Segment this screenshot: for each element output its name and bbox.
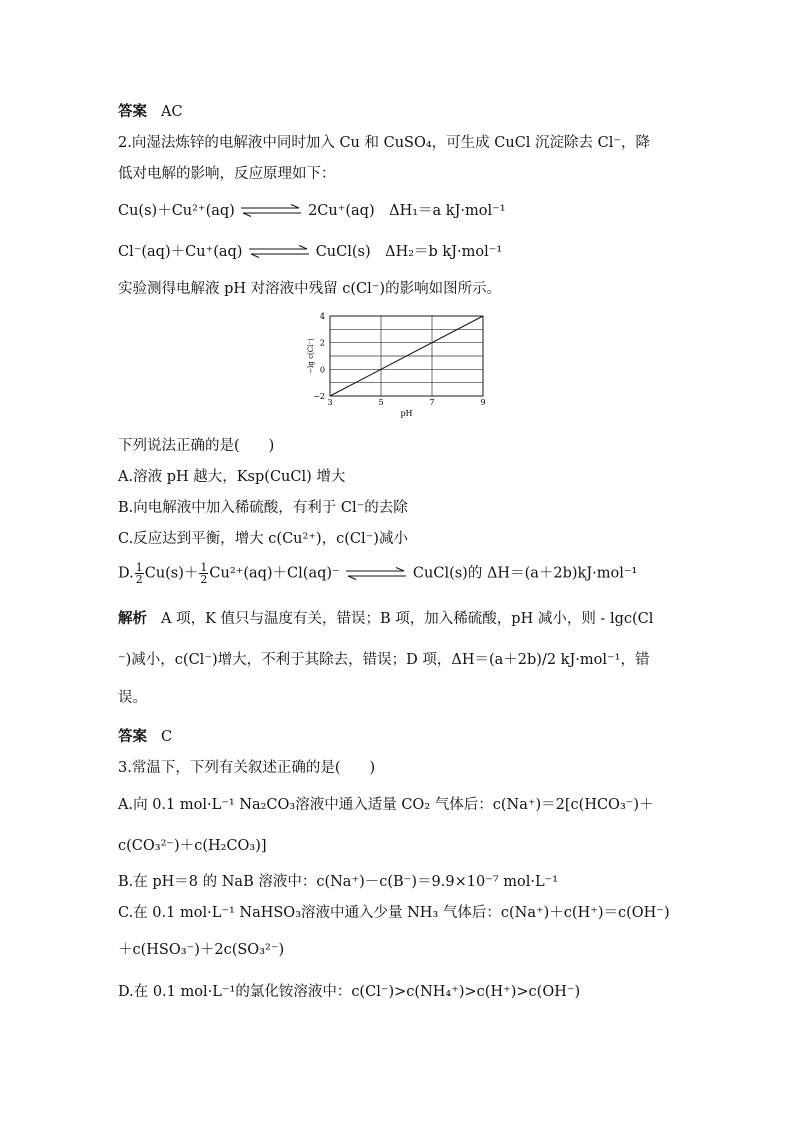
opt-d-part1: Cu(s)＋ (144, 565, 199, 582)
fraction-2: $\frac{1}{2}$ (200, 561, 208, 586)
equilibrium-arrow-icon (344, 567, 408, 581)
answer-value: AC (161, 104, 183, 120)
q3-option-b: B.在 pH＝8 的 NaB 溶液中：c(Na⁺)－c(B⁻)＝9.9×10⁻⁷ mol·L⁻¹ (118, 874, 559, 890)
q3-option-c-line1: C.在 0.1 mol·L⁻¹ NaHSO₃溶液中通入少量 NH₃ 气体后：c(Na⁺)＋c(H⁺)＝c(OH⁻) (118, 905, 670, 921)
opt-d-part3: CuCl(s)的 ΔH＝(a＋2b)kJ·mol⁻¹ (412, 565, 638, 582)
eq1-left: Cu(s)＋Cu²⁺(aq) (118, 203, 235, 219)
eq2-right: CuCl(s) ΔH₂＝b kJ·mol⁻¹ (315, 244, 503, 260)
analysis-line1 (118, 609, 653, 629)
q2-equation-1 (118, 201, 506, 221)
answer-row-2 (118, 727, 172, 747)
ph-chart (300, 306, 500, 418)
q2-stem-line2: 低对电解的影响，反应原理如下： (118, 166, 336, 182)
y-tick-label: −2 (313, 392, 325, 401)
opt-d-part2: Cu²⁺(aq)＋Cl(aq)⁻ (209, 565, 340, 582)
q2-option-a: A.溶液 pH 越大，Ksp(CuCl) 增大 (118, 469, 346, 485)
equilibrium-arrow-icon (239, 204, 303, 218)
y-tick-label: 4 (319, 312, 325, 321)
q2-option-b: B.向电解液中加入稀硫酸，有利于 Cl⁻的去除 (118, 500, 408, 516)
q2-option-c: C.反应达到平衡，增大 c(Cu²⁺)，c(Cl⁻)减小 (118, 531, 408, 547)
q2-question: 下列说法正确的是( ) (118, 438, 275, 454)
answer-row-1 (118, 102, 183, 122)
opt-d-prefix: D. (118, 565, 134, 582)
x-tick-label: 5 (378, 398, 384, 407)
answer-label: 答案 (118, 729, 147, 745)
analysis-line3: 误。 (118, 690, 147, 706)
q2-equation-2 (118, 242, 502, 262)
q3-option-c-line2: ＋c(HSO₃⁻)＋2c(SO₃²⁻) (118, 942, 285, 958)
equilibrium-arrow-icon (247, 245, 311, 259)
q3-option-a-line1: A.向 0.1 mol·L⁻¹ Na₂CO₃溶液中通入适量 CO₂ 气体后：c(Na⁺)＝2[c(HCO₃⁻)＋ (118, 797, 654, 813)
analysis-text-1: A 项，K 值只与温度有关，错误；B 项，加入稀硫酸，pH 减小，则 - lgc(Cl (161, 611, 654, 627)
analysis-label: 解析 (118, 611, 147, 627)
x-tick-label: 9 (480, 398, 486, 407)
analysis-line2: ⁻)减小，c(Cl⁻)增大，不利于其除去，错误；D 项，ΔH＝(a＋2b)/2 kJ·mol⁻¹，错 (118, 652, 650, 668)
x-tick-label: 3 (327, 398, 333, 407)
y-tick-label: 2 (319, 338, 325, 348)
eq2-left: Cl⁻(aq)＋Cu⁺(aq) (118, 244, 243, 260)
answer-value: C (161, 729, 173, 745)
q2-option-d (118, 562, 637, 585)
q3-option-d: D.在 0.1 mol·L⁻¹的氯化铵溶液中：c(Cl⁻)>c(NH₄⁺)>c(H⁺)>c(OH⁻) (118, 984, 581, 1000)
q3-stem: 3.常温下，下列有关叙述正确的是( ) (118, 760, 376, 776)
fraction-1: $\frac{1}{2}$ (135, 561, 143, 586)
q2-stem-line1: 2.向湿法炼锌的电解液中同时加入 Cu 和 CuSO₄，可生成 CuCl 沉淀除去 Cl⁻，降 (118, 135, 651, 151)
y-tick-label: 0 (319, 365, 325, 375)
eq1-right: 2Cu⁺(aq) ΔH₁＝a kJ·mol⁻¹ (308, 203, 506, 219)
q2-experiment-line: 实验测得电解液 pH 对溶液中残留 c(Cl⁻)的影响如图所示。 (118, 281, 502, 297)
chart-y-label: −lg c(Cl⁻) (307, 338, 315, 374)
x-tick-label: 7 (429, 398, 435, 407)
q3-option-a-line2: c(CO₃²⁻)＋c(H₂CO₃)] (118, 838, 267, 854)
answer-label: 答案 (118, 104, 147, 120)
chart-x-label: pH (400, 409, 413, 418)
